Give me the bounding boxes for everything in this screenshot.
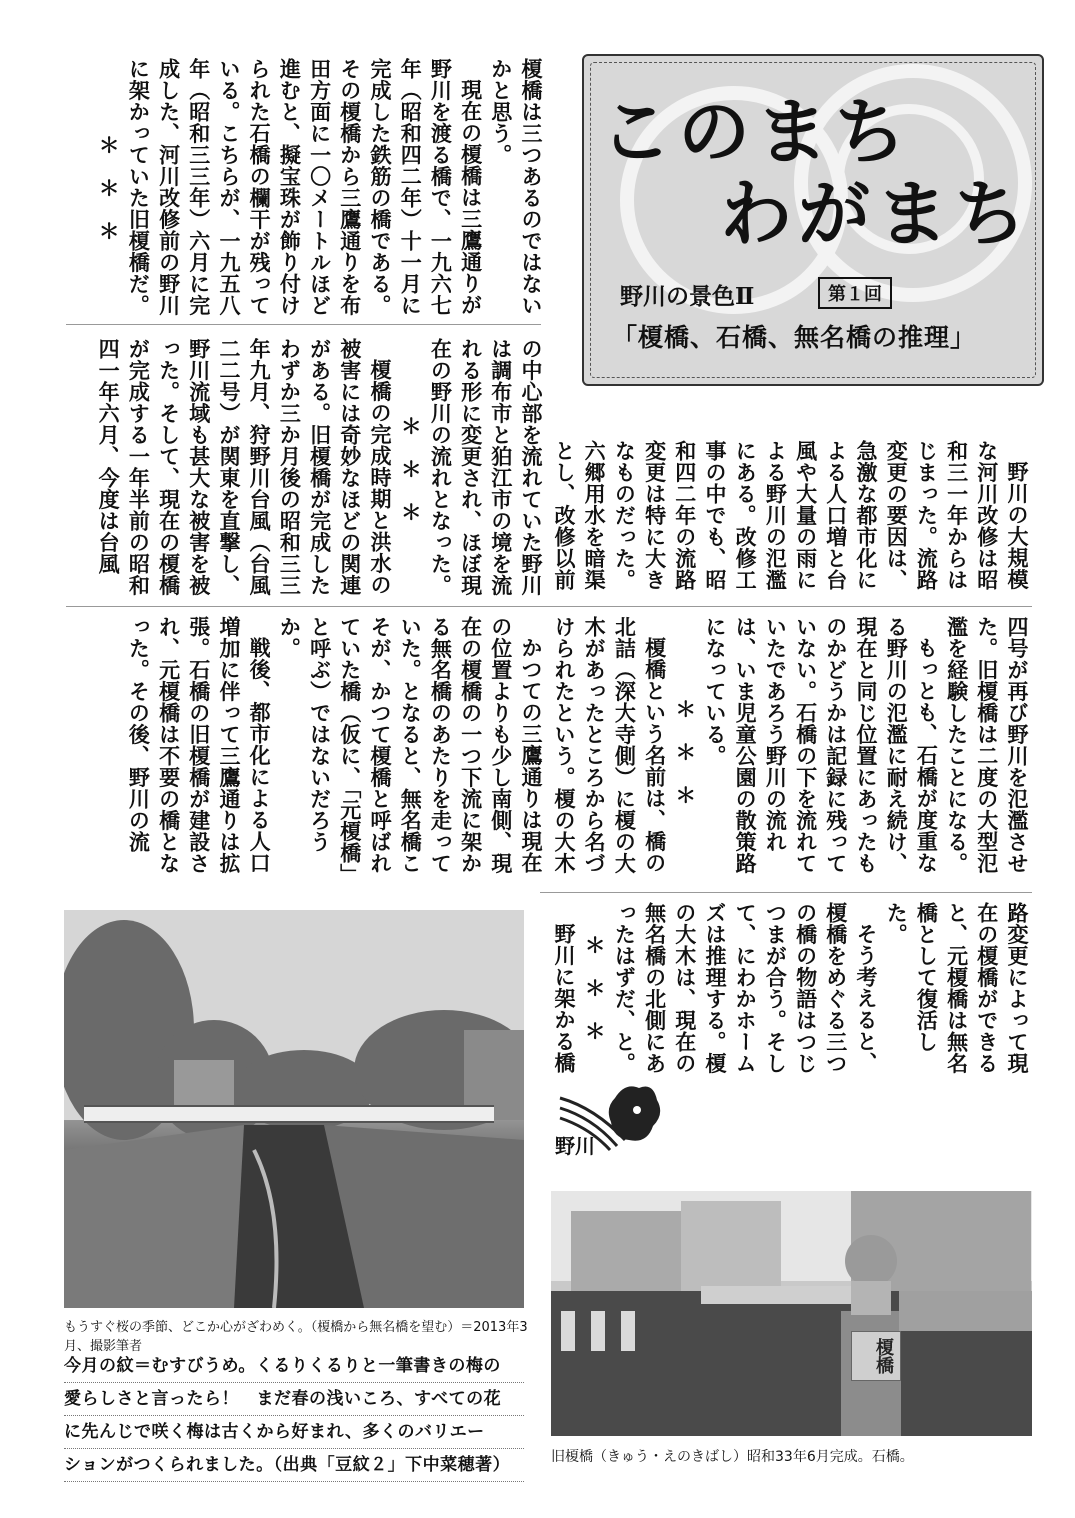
series-name: 野川の景色Ⅱ: [620, 283, 755, 310]
section-divider: ＊ ＊ ＊: [672, 698, 698, 806]
river-scene-icon: [64, 910, 524, 1308]
crest-note: [64, 1350, 524, 1482]
note-line: 愛らしさと言ったら！ まだ春の浅いころ、すべての花: [64, 1383, 524, 1416]
issue-badge: 第１回: [818, 277, 892, 309]
column-lower-right: [552, 616, 1032, 888]
column-mid-left: [66, 338, 546, 600]
stone-bridge-photo: [551, 1191, 1032, 1436]
paragraph: 野川に架かる橋: [552, 923, 577, 1074]
page-title-line2: わがまち: [720, 171, 1033, 256]
paragraph: 榎橋という名前は、橋の北詰（深大寺側）に榎の大木があったところから名づけられたという。榎の大木: [552, 616, 668, 874]
column-mid-right: [552, 440, 1032, 600]
nogawa-logo: [555, 1078, 665, 1160]
column-top-left: [66, 58, 546, 318]
page-title-line1: このまち: [600, 89, 913, 174]
river-photo: [64, 910, 524, 1308]
column-rule: [66, 606, 1032, 607]
column-rule: [540, 892, 1032, 893]
note-line: ションがつくられました。（出典「豆紋２」下中菜穂著）: [64, 1449, 524, 1482]
episode-title: 「榎橋、石橋、無名橋の推理」: [612, 323, 977, 352]
paragraph: かつての三鷹通りは現在の位置よりも少し南側、現在の榎橋の一つ下流に架かる無名橋のあたりを走っていた。となると、無名橋こそが、かつて榎橋と呼ばれていた橋（仮に、「元榎橋」と呼ぶ）ではないだろうか。: [277, 616, 544, 885]
section-divider: ＊ ＊ ＊: [96, 134, 122, 242]
paragraph: 戦後、都市化による人口増加に伴って三鷹通りは拡張。石橋の旧榎橋が建設され、元榎橋は不要の橋となった。その後、野川の流: [126, 616, 273, 874]
paragraph: 現在の榎橋は三鷹通りが野川を渡る橋で、一九六七年（昭和四二年）十一月に完成した鉄筋の橋である。: [367, 58, 484, 316]
paragraph: 榎橋の完成時期と洪水の被害には奇妙なほどの関連がある。旧榎橋が完成したわずか三か月後の昭和三三年九月、狩野川台風（台風二二号）が関東を直撃し、野川流域も甚大な被害を被った。そして、現在の榎橋が完成する一年半前の昭和四一年六月、今度は台風: [96, 338, 393, 596]
paragraph: 路変更によって現在の榎橋ができると、元榎橋は無名橋として復活した。: [884, 902, 1030, 1074]
paragraph: その榎橋から三鷹通りを布田方面に一〇メートルほど進むと、擬宝珠が飾り付けられた石橋の欄干が残っている。こちらが、一九五八年（昭和三三年）六月に完成した、河川改修前の野川に架かっていた旧榎橋だ。: [126, 58, 363, 316]
note-line: に先んじで咲く梅は古くから好まれ、多くのバリエー: [64, 1416, 524, 1449]
post-text: 榎橋: [873, 1338, 894, 1374]
paragraph: の中心部を流れていた野川は調布市と狛江市の境を流れる形に変更され、ほぼ現在の野川の流れとなった。: [428, 338, 544, 596]
column-lower-left: [66, 616, 546, 888]
column-rule: [66, 324, 541, 325]
paragraph: もっとも、石橋が度重なる野川の氾濫に耐え続け、現在と同じ位置にあったものかどうかは記録に残っていない。石橋の下を流れていたであろう野川の流れは、いま児童公園の散策路になっている。: [702, 616, 940, 874]
river-photo-caption: もうすぐ桜の季節、どこか心がざわめく。（榎橋から無名橋を望む）＝2013年3月、撮影筆者: [64, 1320, 528, 1354]
paragraph: 榎橋は三つあるのではないかと思う。: [488, 58, 544, 316]
stone-bridge-caption: 旧榎橋（きゅう・えのきばし）昭和33年6月完成。石橋。: [551, 1449, 914, 1465]
stone-bridge-scene-icon: [551, 1191, 1032, 1436]
section-divider: ＊ ＊ ＊: [398, 415, 424, 523]
paragraph: 四号が再び野川を氾濫させた。旧榎橋は二度の大型氾濫を経験したことになる。: [944, 616, 1030, 874]
paragraph: 野川の大規模な河川改修は昭和三一年からはじまった。流路変更の要因は、急激な都市化による人口増と台風や大量の雨による野川の氾濫にある。改修工事の中でも、昭和四二年の流路変更は特に大きなものだった。六郷用水を暗渠とし、改修以前: [552, 440, 1030, 591]
logo-label: 野川: [555, 1134, 595, 1158]
paragraph: そう考えると、榎橋をめぐる三つの橋の物語はつじつまが合う。そして、にわかホームズは推理する。榎の大木は、現在の無名橋の北側にあったはずだ、と。: [612, 902, 879, 1074]
column-bottom-right: [552, 902, 1032, 1074]
section-divider: ＊ ＊ ＊: [582, 934, 608, 1042]
note-line: 今月の紋＝むすびうめ。くるりくるりと一筆書きの梅の: [64, 1350, 524, 1383]
bridge-post-label: [851, 1331, 901, 1381]
